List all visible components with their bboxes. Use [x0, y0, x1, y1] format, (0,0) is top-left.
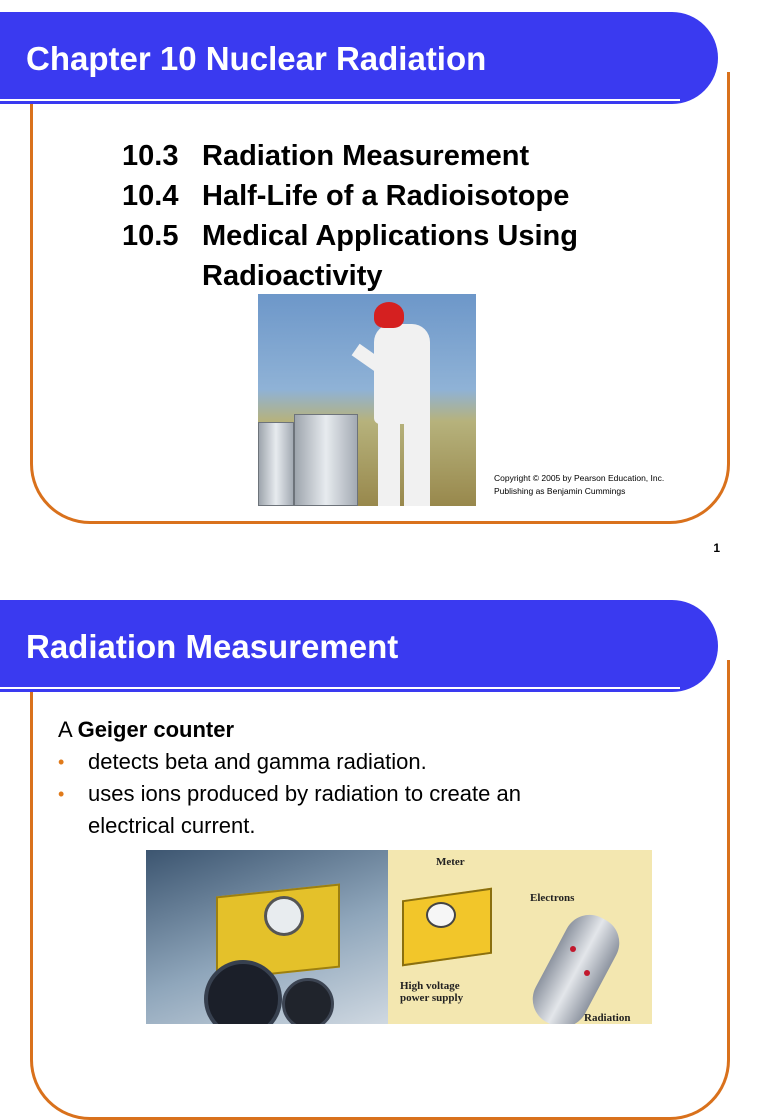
bullet-text: uses ions produced by radiation to create an	[88, 781, 521, 806]
slide-content	[58, 714, 521, 842]
meter-dial	[264, 896, 304, 936]
topic-text: Medical Applications Using	[202, 220, 578, 252]
power-supply-line: High voltage	[400, 980, 460, 992]
topic-number: 10.5	[122, 220, 179, 252]
intro-prefix: A	[58, 717, 78, 742]
barrel	[294, 414, 358, 506]
topic-number: 10.3	[122, 140, 179, 172]
publisher-line: Publishing as Benjamin Cummings	[494, 486, 626, 496]
electrons-label: Electrons	[530, 892, 575, 904]
radiation-label: Radiation	[584, 1012, 631, 1024]
topic-list	[122, 136, 578, 296]
geiger-counter-photo	[146, 850, 388, 1024]
copyright-notice	[494, 472, 664, 498]
title-underline	[0, 687, 680, 689]
geiger-counter-diagram	[388, 850, 652, 1024]
meter-label: Meter	[436, 856, 465, 868]
diagram-meter-dial	[426, 902, 456, 928]
geiger-counter-term: Geiger counter	[77, 717, 235, 742]
intro-line	[58, 714, 521, 746]
topic-continuation: Radioactivity	[202, 260, 383, 292]
bullet-text: electrical current.	[88, 813, 256, 838]
power-supply-line: power supply	[400, 992, 464, 1004]
copyright-line: Copyright © 2005 by Pearson Education, Inc.	[494, 473, 665, 483]
probe-cylinder	[282, 978, 334, 1024]
page-number: 1	[713, 541, 720, 555]
title-underline	[0, 99, 680, 101]
bullet-dot: •	[58, 752, 65, 772]
topic-item	[122, 136, 578, 176]
diagram-counter-body	[402, 888, 492, 967]
slide-title: Radiation Measurement	[26, 628, 399, 665]
bullet-text: detects beta and gamma radiation.	[88, 749, 427, 774]
barrel	[258, 422, 294, 506]
topic-item	[122, 216, 578, 256]
bullet-dot: •	[58, 784, 65, 804]
power-supply-label	[400, 980, 463, 1004]
electron-dot	[570, 946, 576, 952]
slide-title: Chapter 10 Nuclear Radiation	[26, 40, 487, 77]
detector-tube	[524, 906, 629, 1024]
title-bar	[0, 12, 718, 104]
topic-item	[122, 176, 578, 216]
topic-text: Radiation Measurement	[202, 140, 530, 172]
worker-leg	[404, 414, 430, 506]
topic-text: Half-Life of a Radioisotope	[202, 180, 570, 212]
bullet-item	[58, 746, 521, 778]
slide-2	[0, 588, 768, 1024]
topic-number: 10.4	[122, 180, 179, 212]
title-bar	[0, 600, 718, 692]
red-helmet	[374, 302, 404, 328]
bullet-item	[58, 778, 521, 810]
bullet-continuation	[58, 810, 521, 842]
electron-dot	[584, 970, 590, 976]
worker-leg	[378, 414, 400, 506]
radiation-worker-photo	[258, 294, 476, 506]
